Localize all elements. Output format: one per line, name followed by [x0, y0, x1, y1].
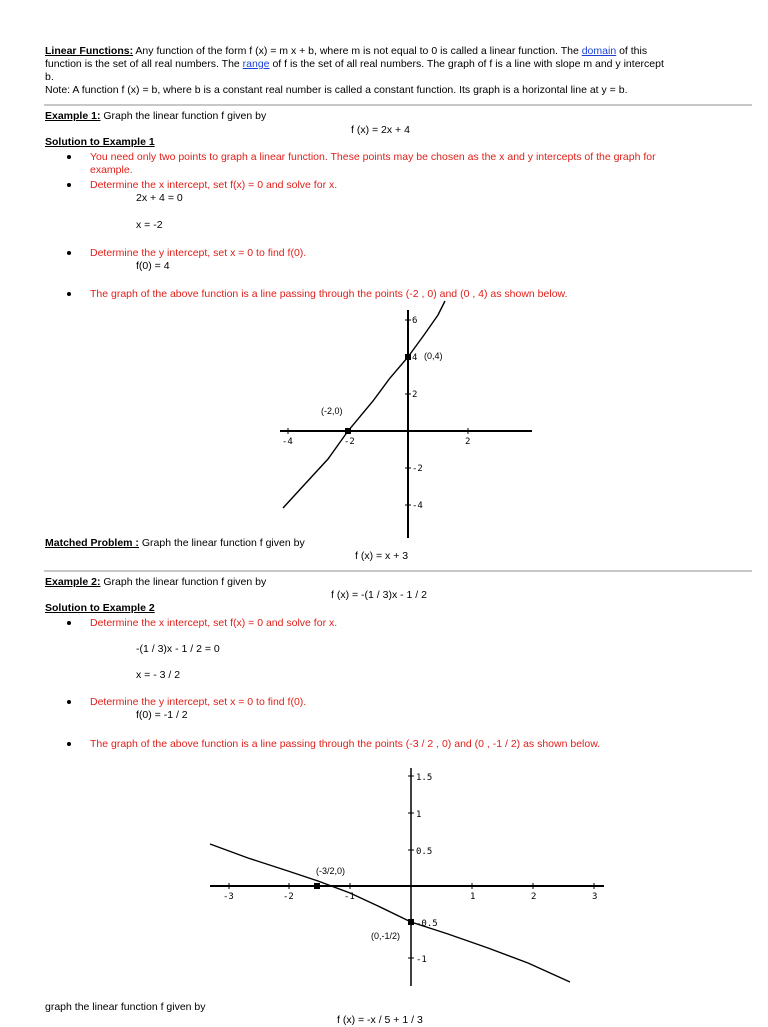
example1-heading-line: [45, 110, 266, 123]
function-line: [283, 301, 445, 508]
example2-heading: Example 2:: [45, 576, 101, 588]
example1-eq2: x = -2: [136, 219, 163, 231]
intro-heading: Linear Functions:: [45, 45, 134, 57]
y-tick-label: 1: [416, 810, 422, 820]
y-tick-label: 6: [412, 316, 418, 326]
example2-graph: [208, 766, 606, 988]
example1-eq3: f(0) = 4: [136, 260, 170, 272]
point-label-x-intercept: (-3/2,0): [316, 866, 346, 876]
example2-bullet2: Determine the y intercept, set x = 0 to find f(0).: [90, 696, 307, 708]
y-tick-label: -0.5: [416, 919, 438, 929]
bullet: [67, 742, 71, 746]
example2-eq2: x = - 3 / 2: [136, 669, 181, 681]
bullet: [67, 251, 71, 255]
bullet: [67, 183, 71, 187]
range-link[interactable]: range: [242, 58, 270, 70]
bullet: [67, 700, 71, 704]
intro-text-2b: of f is the set of all real numbers. The graph of f is a line with slope m and y intercept: [269, 58, 664, 70]
x-tick-label: -1: [344, 892, 355, 902]
matched-problem-prompt: Graph the linear function f given by: [138, 537, 305, 549]
y-tick-label: -2: [412, 464, 423, 474]
y-intercept-point: [408, 919, 414, 925]
x-tick-label: 2: [531, 892, 537, 902]
bullet: [67, 292, 71, 296]
matched-problem-function: f (x) = x + 3: [355, 550, 409, 562]
example2-heading-line: [45, 576, 266, 589]
x-tick-label: 2: [465, 437, 471, 447]
example1-prompt: Graph the linear function f given by: [100, 110, 267, 122]
example2-eq3: f(0) = -1 / 2: [136, 709, 188, 721]
x-tick-label: -3: [223, 892, 234, 902]
divider: [44, 104, 752, 106]
y-tick-label: -4: [412, 501, 423, 511]
intro-text-1a: Any function of the form f (x) = m x + b, where m is not equal to 0 is called a linear function. The: [133, 45, 582, 57]
tick-marks: [288, 320, 471, 505]
x-tick-label: -4: [282, 437, 293, 447]
x-tick-label: 1: [470, 892, 476, 902]
matched-problem-line: [45, 537, 305, 550]
point-label-y-intercept: (0,4): [424, 351, 443, 361]
y-tick-label: 1.5: [416, 773, 433, 783]
example1-bullet1-line2: example.: [90, 164, 133, 176]
example1-solution-heading: Solution to Example 1: [45, 136, 155, 148]
y-tick-label: 4: [412, 353, 418, 363]
point-label-x-intercept: (-2,0): [321, 406, 343, 416]
example1-bullet4: The graph of the above function is a line passing through the points (-2 , 0) and (0 , 4) as shown below.: [90, 288, 568, 300]
intro-line-3: b.: [45, 71, 54, 83]
intro-line-2: [45, 58, 664, 71]
point-label-y-intercept: (0,-1/2): [371, 931, 401, 941]
example1-eq1: 2x + 4 = 0: [136, 192, 183, 204]
function-line: [210, 844, 570, 982]
y-tick-label: -1: [416, 955, 427, 965]
bullet: [67, 155, 71, 159]
domain-link[interactable]: domain: [581, 45, 617, 57]
example3-prompt: graph the linear function f given by: [45, 1001, 206, 1013]
y-tick-label: 2: [412, 390, 418, 400]
example1-bullet2: Determine the x intercept, set f(x) = 0 and solve for x.: [90, 179, 338, 191]
intro-text-1b: of this: [616, 45, 648, 57]
example1-bullet1-line1: You need only two points to graph a linear function. These points may be chosen as the x and y intercepts of the graph for: [90, 151, 656, 163]
x-intercept-point: [345, 428, 351, 434]
y-tick-label: 0.5: [416, 847, 433, 857]
example1-function: f (x) = 2x + 4: [351, 124, 410, 136]
x-tick-label: 3: [592, 892, 598, 902]
y-intercept-point: [405, 354, 411, 360]
divider: [44, 570, 752, 572]
intro-text-2a: function is the set of all real numbers. The: [45, 58, 243, 70]
example3-function: f (x) = -x / 5 + 1 / 3: [337, 1014, 423, 1026]
example2-bullet1: Determine the x intercept, set f(x) = 0 and solve for x.: [90, 617, 338, 629]
example2-prompt: Graph the linear function f given by: [100, 576, 267, 588]
example1-graph: [278, 298, 538, 540]
example2-eq1: -(1 / 3)x - 1 / 2 = 0: [136, 643, 220, 655]
x-intercept-point: [314, 883, 320, 889]
example2-solution-heading: Solution to Example 2: [45, 602, 155, 614]
x-tick-label: -2: [344, 437, 355, 447]
example1-heading: Example 1:: [45, 110, 101, 122]
example2-function: f (x) = -(1 / 3)x - 1 / 2: [331, 589, 427, 601]
example1-bullet3: Determine the y intercept, set x = 0 to find f(0).: [90, 247, 307, 259]
x-tick-label: -2: [283, 892, 294, 902]
intro-note: Note: A function f (x) = b, where b is a constant real number is called a constant function. Its graph is a horizontal line at y = b.: [45, 84, 628, 96]
example2-bullet3: The graph of the above function is a line passing through the points (-3 / 2 , 0) and (0 , -1 / 2) as shown below.: [90, 738, 601, 750]
bullet: [67, 621, 71, 625]
intro-line-1: [45, 45, 647, 58]
matched-problem-heading: Matched Problem :: [45, 537, 139, 549]
